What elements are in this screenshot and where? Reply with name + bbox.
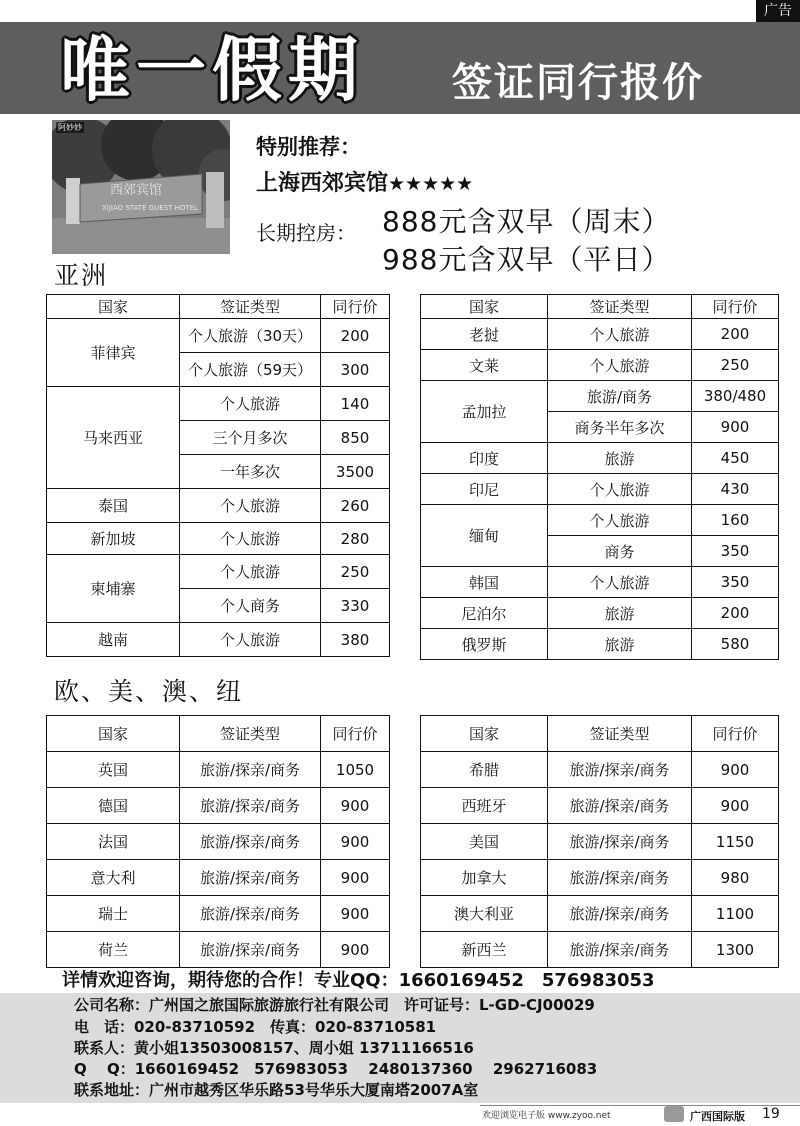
- table-row: [421, 896, 779, 932]
- country-cell: 新加坡: [47, 523, 180, 555]
- country-cell: 新西兰: [421, 932, 548, 968]
- col-header-country: 国家: [421, 716, 548, 752]
- col-header-country: 国家: [421, 295, 548, 319]
- country-cell: 菲律宾: [47, 319, 180, 387]
- visa-type-cell: 旅游/探亲/商务: [548, 752, 692, 788]
- visa-type-cell: 旅游/探亲/商务: [548, 896, 692, 932]
- offer-weekend: 888元含双早（周末）: [382, 205, 671, 238]
- table-row: [47, 788, 390, 824]
- visa-type-cell: 个人旅游: [548, 474, 692, 505]
- country-cell: 希腊: [421, 752, 548, 788]
- price-cell: 850: [321, 421, 390, 455]
- visa-type-cell: 个人旅游: [548, 505, 692, 536]
- visa-type-cell: 个人旅游: [548, 350, 692, 381]
- visa-type-cell: 旅游/探亲/商务: [548, 788, 692, 824]
- col-header-visa-type: 签证类型: [180, 716, 321, 752]
- hotel-photo: [52, 120, 230, 254]
- price-cell: 250: [692, 350, 779, 381]
- price-cell: 260: [321, 489, 390, 523]
- table-row: [421, 474, 779, 505]
- price-cell: 3500: [321, 455, 390, 489]
- price-cell: 900: [692, 412, 779, 443]
- offer-weekday: 988元含双早（平日）: [382, 243, 671, 276]
- price-cell: 900: [321, 824, 390, 860]
- price-cell: 380: [321, 623, 390, 657]
- page-number: 19: [762, 1106, 780, 1122]
- asia-right-table: [420, 294, 779, 660]
- visa-type-cell: 个人旅游: [180, 623, 321, 657]
- col-header-country: 国家: [47, 716, 180, 752]
- visa-type-cell: 旅游/探亲/商务: [180, 896, 321, 932]
- visa-type-cell: 个人旅游: [180, 489, 321, 523]
- promo-label: 特别推荐：: [256, 135, 361, 159]
- company-address: 联系地址：广州市越秀区华乐路53号华乐大厦南塔2007A室: [74, 1081, 479, 1099]
- west-left-table: [46, 715, 390, 968]
- col-header-price: 同行价: [321, 716, 390, 752]
- country-cell: 泰国: [47, 489, 180, 523]
- room-label: 长期控房：: [256, 221, 356, 245]
- photo-caption: 阿妙妙: [58, 123, 82, 132]
- table-row: [421, 752, 779, 788]
- col-header-visa-type: 签证类型: [548, 716, 692, 752]
- country-cell: 孟加拉: [421, 381, 548, 443]
- country-cell: 印度: [421, 443, 548, 474]
- company-contact: 联系人：黄小姐13503008157、周小姐 13711166516: [74, 1039, 474, 1057]
- price-cell: 380/480: [692, 381, 779, 412]
- visa-type-cell: 个人旅游: [180, 555, 321, 589]
- room-offer: [256, 204, 796, 284]
- footer-edition: 广西国际版: [690, 1110, 745, 1123]
- visa-type-cell: 旅游/探亲/商务: [180, 788, 321, 824]
- country-cell: 德国: [47, 788, 180, 824]
- country-cell: 缅甸: [421, 505, 548, 567]
- country-cell: 西班牙: [421, 788, 548, 824]
- visa-type-cell: 旅游/探亲/商务: [548, 932, 692, 968]
- price-cell: 350: [692, 536, 779, 567]
- price-cell: 160: [692, 505, 779, 536]
- star-rating: ★★★★★: [388, 173, 474, 195]
- price-cell: 1150: [692, 824, 779, 860]
- table-row: [421, 824, 779, 860]
- table-row: [421, 629, 779, 660]
- price-cell: 1300: [692, 932, 779, 968]
- price-cell: 580: [692, 629, 779, 660]
- asia-left-table: [46, 294, 390, 657]
- visa-type-cell: 商务半年多次: [548, 412, 692, 443]
- hotel-name: 上海西郊宾馆: [256, 171, 389, 196]
- col-header-price: 同行价: [321, 295, 390, 319]
- west-right-table: [420, 715, 779, 968]
- visa-type-cell: 旅游: [548, 443, 692, 474]
- visa-type-cell: 一年多次: [180, 455, 321, 489]
- country-cell: 老挝: [421, 319, 548, 350]
- col-header-price: 同行价: [692, 295, 779, 319]
- table-row: [421, 860, 779, 896]
- table-row: [47, 555, 390, 589]
- price-cell: 980: [692, 860, 779, 896]
- table-row: [47, 623, 390, 657]
- table-row: [421, 567, 779, 598]
- ad-tag: 广告: [756, 0, 800, 22]
- brand-title: 唯一假期: [60, 29, 364, 111]
- table-row: [47, 896, 390, 932]
- price-cell: 280: [321, 523, 390, 555]
- section-asia: 亚洲: [54, 261, 109, 290]
- price-cell: 200: [692, 319, 779, 350]
- table-row: [421, 932, 779, 968]
- table-row: [421, 319, 779, 350]
- visa-type-cell: 个人旅游: [548, 567, 692, 598]
- header-banner: [0, 22, 800, 114]
- table-row: [47, 824, 390, 860]
- visa-type-cell: 个人旅游: [180, 387, 321, 421]
- table-row: [47, 932, 390, 968]
- section-west: 欧、美、澳、纽: [54, 677, 244, 706]
- col-header-visa-type: 签证类型: [548, 295, 692, 319]
- visa-type-cell: 旅游/探亲/商务: [180, 752, 321, 788]
- table-row: [47, 523, 390, 555]
- company-name: 公司名称：广州国之旅国际旅游旅行社有限公司 许可证号：L-GD-CJ00029: [74, 996, 595, 1014]
- visa-type-cell: 旅游/商务: [548, 381, 692, 412]
- promo-hotel: [256, 166, 796, 202]
- visa-type-cell: 个人商务: [180, 589, 321, 623]
- visa-type-cell: 旅游/探亲/商务: [548, 860, 692, 896]
- price-cell: 900: [321, 932, 390, 968]
- table-row: [421, 443, 779, 474]
- table-row: [47, 387, 390, 421]
- promo-block: [256, 132, 796, 284]
- table-row: [421, 788, 779, 824]
- country-cell: 印尼: [421, 474, 548, 505]
- country-cell: 马来西亚: [47, 387, 180, 489]
- visa-type-cell: 旅游/探亲/商务: [180, 860, 321, 896]
- visa-type-cell: 个人旅游: [180, 523, 321, 555]
- price-cell: 200: [692, 598, 779, 629]
- country-cell: 尼泊尔: [421, 598, 548, 629]
- table-row: [47, 752, 390, 788]
- visa-type-cell: 商务: [548, 536, 692, 567]
- footer-site: 欢迎浏览电子版 www.zyoo.net: [482, 1111, 611, 1121]
- table-row: [421, 598, 779, 629]
- col-header-country: 国家: [47, 295, 180, 319]
- price-cell: 300: [321, 353, 390, 387]
- visa-type-cell: 旅游/探亲/商务: [180, 932, 321, 968]
- country-cell: 俄罗斯: [421, 629, 548, 660]
- table-row: [421, 505, 779, 536]
- price-cell: 900: [321, 788, 390, 824]
- price-cell: 350: [692, 567, 779, 598]
- price-cell: 900: [692, 752, 779, 788]
- footer-rule: [480, 1105, 800, 1106]
- price-cell: 200: [321, 319, 390, 353]
- table-row: [47, 489, 390, 523]
- price-cell: 430: [692, 474, 779, 505]
- visa-type-cell: 旅游: [548, 629, 692, 660]
- visa-type-cell: 个人旅游: [548, 319, 692, 350]
- country-cell: 加拿大: [421, 860, 548, 896]
- country-cell: 柬埔寨: [47, 555, 180, 623]
- price-cell: 1100: [692, 896, 779, 932]
- page-footer: [0, 1104, 800, 1126]
- svg-text:西郊宾馆: 西郊宾馆: [110, 183, 163, 198]
- price-cell: 900: [321, 860, 390, 896]
- col-header-visa-type: 签证类型: [180, 295, 321, 319]
- table-row: [421, 350, 779, 381]
- visa-type-cell: 旅游/探亲/商务: [180, 824, 321, 860]
- price-cell: 900: [692, 788, 779, 824]
- country-cell: 美国: [421, 824, 548, 860]
- company-qq: Q Q：1660169452 576983053 2480137360 2962716083: [74, 1060, 598, 1078]
- table-row: [47, 860, 390, 896]
- price-cell: 450: [692, 443, 779, 474]
- country-cell: 越南: [47, 623, 180, 657]
- col-header-price: 同行价: [692, 716, 779, 752]
- contact-line: 详情欢迎咨询，期待您的合作！专业QQ：1660169452 576983053: [62, 970, 655, 991]
- table-row: [421, 381, 779, 412]
- country-cell: 韩国: [421, 567, 548, 598]
- country-cell: 澳大利亚: [421, 896, 548, 932]
- visa-type-cell: 三个月多次: [180, 421, 321, 455]
- price-cell: 900: [321, 896, 390, 932]
- country-cell: 英国: [47, 752, 180, 788]
- visa-type-cell: 个人旅游（59天）: [180, 353, 321, 387]
- price-cell: 140: [321, 387, 390, 421]
- country-cell: 法国: [47, 824, 180, 860]
- price-cell: 250: [321, 555, 390, 589]
- svg-text:XIJIAO STATE GUEST HOTEL: XIJIAO STATE GUEST HOTEL: [102, 204, 199, 212]
- country-cell: 瑞士: [47, 896, 180, 932]
- price-cell: 1050: [321, 752, 390, 788]
- country-cell: 文莱: [421, 350, 548, 381]
- publication-logo-icon: [664, 1106, 684, 1122]
- visa-type-cell: 旅游: [548, 598, 692, 629]
- company-info: [0, 993, 800, 1103]
- header-subtitle: 签证同行报价: [452, 60, 704, 106]
- table-row: [47, 319, 390, 353]
- visa-type-cell: 个人旅游（30天）: [180, 319, 321, 353]
- country-cell: 荷兰: [47, 932, 180, 968]
- country-cell: 意大利: [47, 860, 180, 896]
- price-cell: 330: [321, 589, 390, 623]
- visa-type-cell: 旅游/探亲/商务: [548, 824, 692, 860]
- company-phone: 电 话：020-83710592 传真：020-83710581: [74, 1018, 437, 1036]
